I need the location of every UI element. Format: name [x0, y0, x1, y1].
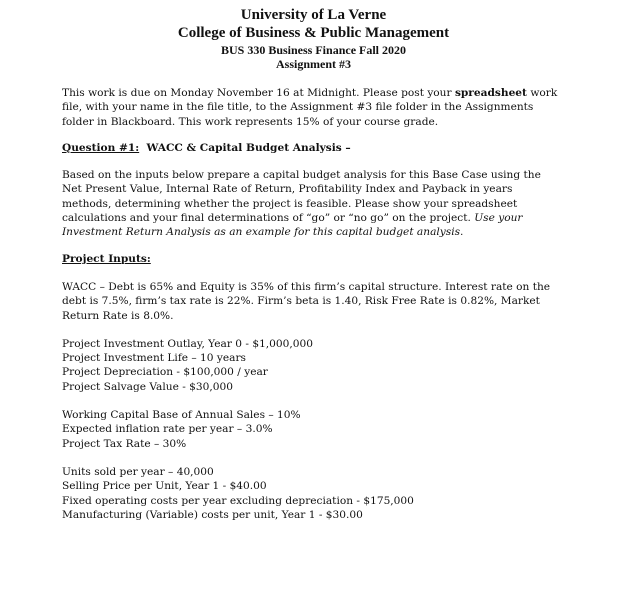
- input-variable-costs: Manufacturing (Variable) costs per unit, Year 1 - $30.00: [62, 508, 363, 521]
- question1-italic-note: Use your Investment Return Analysis as an example for this capital budget analysis.: [62, 212, 523, 239]
- question1-label: Question #1:: [62, 141, 140, 154]
- wacc-paragraph: WACC – Debt is 65% and Equity is 35% of this firm’s capital structure. Interest rate on the debt is 7.5%, firm’s tax rate is 22%. Firm’s beta is 1.40, Risk Free Rate is 0.82%, Market Return Rate is 8.0%.: [62, 280, 551, 322]
- input-price: Selling Price per Unit, Year 1 - $40.00: [62, 480, 267, 493]
- input-inflation: Expected inflation rate per year – 3.0%: [62, 423, 273, 436]
- intro-text-start: This work is due on Monday November 16 at Midnight. Please post your: [62, 87, 455, 99]
- input-tax-rate: Project Tax Rate – 30%: [62, 437, 187, 450]
- input-working-capital: Working Capital Base of Annual Sales – 10%: [62, 409, 301, 422]
- input-units: Units sold per year – 40,000: [62, 465, 214, 478]
- intro-text-end: work file, with your name in the file title, to the Assignment #3 file folder in the Assignments folder in Blackboard. This work represents 15% of your course grade.: [62, 87, 558, 128]
- question1-title: WACC & Capital Budget Analysis –: [139, 141, 351, 154]
- document-header: [0, 6, 627, 71]
- document-body: [62, 86, 562, 522]
- question1-text: Based on the inputs below prepare a capital budget analysis for this Base Case using the Net Present Value, Internal Rate of Return, Profitability Index and Payback in years methods, determining whether the project is feasible. Please show your spreadsheet calculations and your final determinations of “go” or “no go” on the project.: [62, 169, 541, 225]
- course-title: BUS 330 Business Finance Fall 2020: [220, 43, 407, 57]
- question1-heading: [62, 141, 562, 155]
- input-fixed-costs: Fixed operating costs per year excluding depreciation - $175,000: [62, 494, 414, 507]
- input-salvage: Project Salvage Value - $30,000: [62, 380, 233, 393]
- input-depreciation: Project Depreciation - $100,000 / year: [62, 366, 268, 379]
- university-name: University of La Verne: [240, 7, 387, 23]
- input-outlay: Project Investment Outlay, Year 0 - $1,000,000: [62, 337, 313, 350]
- college-name: College of Business & Public Management: [177, 25, 450, 41]
- input-life: Project Investment Life – 10 years: [62, 352, 246, 365]
- intro-paragraph: [62, 86, 562, 129]
- project-inputs-heading: Project Inputs:: [62, 252, 151, 265]
- assignment-title: Assignment #3: [275, 57, 351, 71]
- intro-bold-spreadsheet: spreadsheet: [454, 87, 527, 99]
- question1-paragraph: [62, 168, 562, 239]
